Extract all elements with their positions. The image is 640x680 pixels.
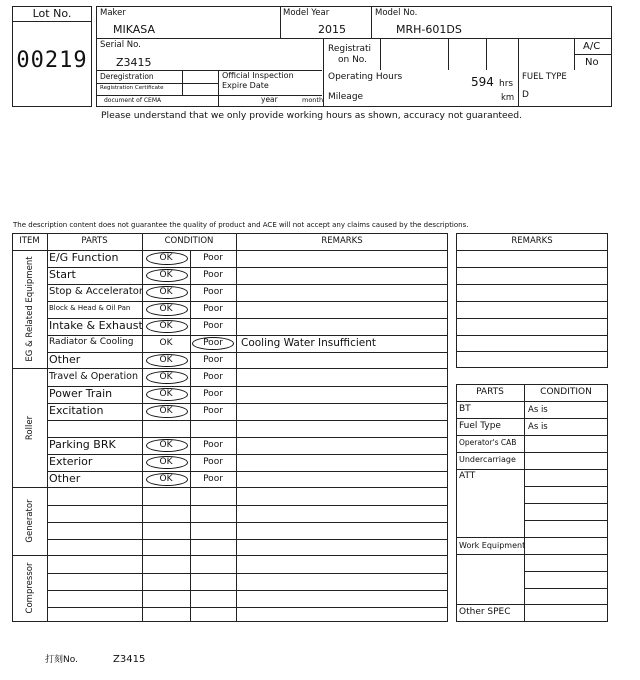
- poor-option: Poor: [203, 253, 223, 263]
- cema-label: document of CEMA: [104, 97, 162, 104]
- part-name: Other: [49, 472, 81, 485]
- group-label-roller: Roller: [25, 415, 35, 441]
- selected-condition-circle: [146, 320, 188, 333]
- part-name: Start: [49, 268, 76, 281]
- selected-condition-circle: [146, 354, 188, 367]
- ok-option: OK: [159, 440, 173, 450]
- side-part-name: BT: [459, 404, 471, 414]
- side-remarks-header: REMARKS: [511, 236, 553, 246]
- poor-option: Poor: [203, 321, 223, 331]
- poor-option: Poor: [203, 338, 223, 348]
- part-name: Exterior: [49, 455, 93, 468]
- selected-condition-circle: [146, 286, 188, 299]
- ok-option: OK: [159, 406, 173, 416]
- serial-value: Z3415: [116, 56, 152, 69]
- stamp-no-label: 打刻No.: [45, 655, 78, 665]
- description-disclaimer: The description content does not guarantee the quality of product and ACE will not accept any claims caused by the descriptions.: [13, 221, 469, 229]
- hours-unit: hrs: [499, 79, 514, 89]
- remarks-header: REMARKS: [321, 236, 363, 246]
- operating-hours-label: Operating Hours: [328, 72, 403, 82]
- operating-hours-value: 594: [471, 75, 494, 89]
- fuel-type-value: D: [522, 90, 529, 100]
- poor-option: Poor: [203, 372, 223, 382]
- part-name: Stop & Accelerator: [49, 285, 144, 297]
- ok-option: OK: [159, 321, 173, 331]
- selected-condition-circle: [146, 303, 188, 316]
- poor-option: Poor: [203, 474, 223, 484]
- item-header: ITEM: [19, 236, 40, 246]
- year-label: year: [261, 95, 278, 104]
- part-name: Parking BRK: [49, 438, 116, 451]
- ok-option: OK: [159, 355, 173, 365]
- maker-label: Maker: [100, 8, 126, 18]
- poor-option: Poor: [203, 389, 223, 399]
- side-condition-header: CONDITION: [540, 387, 592, 397]
- registration-certificate-label: Registration Certificate: [100, 85, 164, 91]
- ac-value: No: [585, 57, 599, 68]
- selected-condition-circle: [146, 439, 188, 452]
- part-name: Block & Head & Oil Pan: [49, 304, 131, 312]
- ok-option: OK: [159, 457, 173, 467]
- fuel-type-label: FUEL TYPE: [522, 72, 567, 82]
- model-year-value: 2015: [318, 23, 346, 36]
- stamp-no-value: Z3415: [113, 654, 146, 665]
- group-label-compressor: Compressor: [25, 562, 35, 614]
- ok-option: OK: [159, 474, 173, 484]
- poor-option: Poor: [203, 270, 223, 280]
- poor-option: Poor: [203, 287, 223, 297]
- hours-disclaimer: Please understand that we only provide working hours as shown, accuracy not guaranteed.: [101, 110, 523, 121]
- side-part-name: Undercarriage: [459, 455, 516, 464]
- side-part-name: Other SPEC: [459, 607, 511, 617]
- side-parts-header: PARTS: [476, 387, 504, 397]
- group-label-eg: EG & Related Equipment: [25, 256, 35, 362]
- lot-label: Lot No.: [32, 7, 72, 20]
- part-name: E/G Function: [49, 251, 119, 264]
- selected-condition-circle: [146, 252, 188, 265]
- selected-condition-circle: [146, 405, 188, 418]
- selected-condition-circle: [146, 269, 188, 282]
- ok-option: OK: [159, 338, 173, 348]
- selected-condition-circle: [146, 473, 188, 486]
- poor-option: Poor: [203, 406, 223, 416]
- side-condition-value: As is: [528, 405, 548, 415]
- part-name: Excitation: [49, 404, 104, 417]
- month-label: month: [302, 96, 324, 104]
- group-label-generator: Generator: [25, 499, 35, 543]
- ok-option: OK: [159, 253, 173, 263]
- side-part-name: Work Equipment: [459, 541, 526, 550]
- selected-condition-circle: [192, 337, 234, 350]
- registration-label-2: on No.: [338, 55, 368, 65]
- side-part-name: Operator's CAB: [459, 438, 517, 447]
- ok-option: OK: [159, 389, 173, 399]
- selected-condition-circle: [146, 371, 188, 384]
- model-no-value: MRH-601DS: [396, 23, 462, 36]
- poor-option: Poor: [203, 440, 223, 450]
- ok-option: OK: [159, 304, 173, 314]
- selected-condition-circle: [146, 388, 188, 401]
- poor-option: Poor: [203, 355, 223, 365]
- part-name: Power Train: [49, 387, 113, 400]
- poor-option: Poor: [203, 457, 223, 467]
- side-condition-value: As is: [528, 422, 548, 432]
- inspection-label-2: Expire Date: [222, 81, 269, 90]
- deregistration-label: Deregistration: [100, 72, 154, 81]
- lot-number: 00219: [16, 48, 88, 73]
- maker-value: MIKASA: [113, 23, 155, 36]
- serial-label: Serial No.: [100, 40, 141, 50]
- mileage-label: Mileage: [328, 92, 364, 102]
- ok-option: OK: [159, 287, 173, 297]
- parts-header: PARTS: [81, 236, 108, 246]
- remark-text: Cooling Water Insufficient: [241, 337, 376, 349]
- part-name: Other: [49, 353, 81, 366]
- part-name: Travel & Operation: [49, 370, 138, 382]
- side-part-name: Fuel Type: [459, 421, 501, 431]
- inspection-label-1: Official Inspection: [222, 71, 294, 80]
- part-name: Radiator & Cooling: [49, 337, 134, 347]
- condition-header: CONDITION: [164, 236, 214, 246]
- ok-option: OK: [159, 372, 173, 382]
- model-no-label: Model No.: [375, 8, 418, 18]
- poor-option: Poor: [203, 304, 223, 314]
- side-part-name: ATT: [459, 471, 476, 481]
- ok-option: OK: [159, 270, 173, 280]
- registration-label-1: Registrati: [328, 44, 372, 54]
- km-unit: km: [501, 93, 515, 103]
- part-name: Intake & Exhaust: [49, 319, 143, 332]
- selected-condition-circle: [146, 456, 188, 469]
- ac-label: A/C: [583, 41, 601, 52]
- model-year-label: Model Year: [283, 8, 330, 18]
